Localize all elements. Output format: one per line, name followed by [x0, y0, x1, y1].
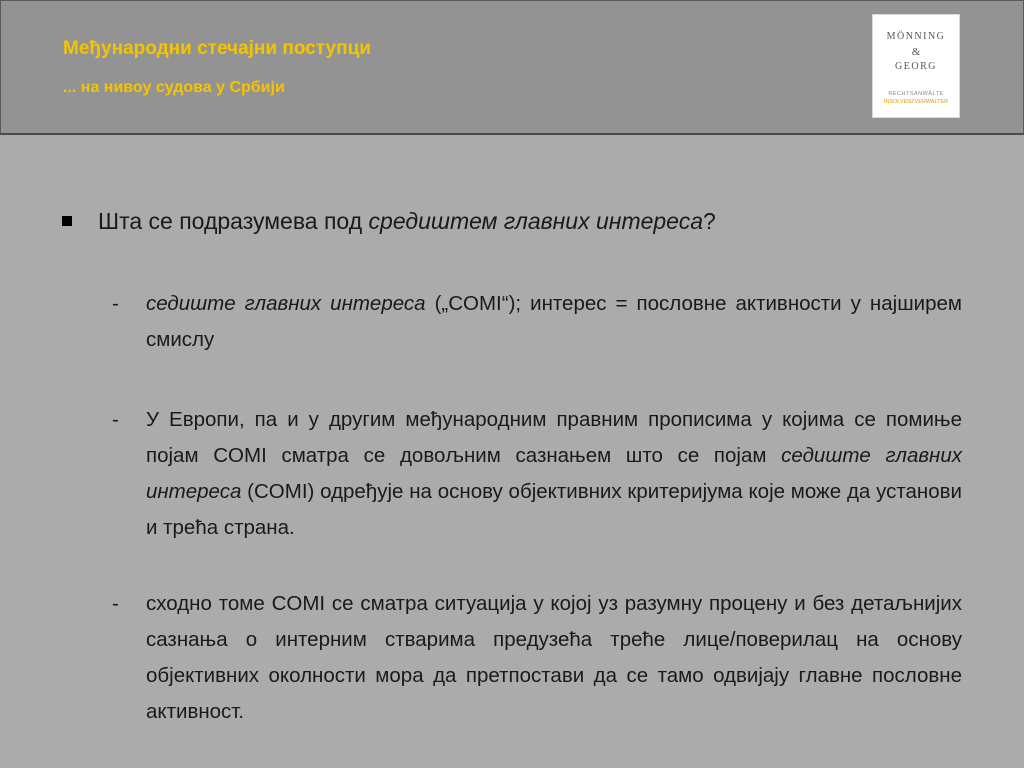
question-prefix: Шта се подразумева под	[98, 208, 369, 234]
sub-item-2-emphasis: седиште главних интереса	[146, 444, 962, 503]
logo-line-5: INSOLVENZVERWALTER	[883, 99, 949, 105]
sub-item-2	[112, 402, 962, 546]
sub-item-3	[112, 586, 962, 730]
sub-item-1-text	[146, 286, 962, 358]
main-bullet	[62, 208, 716, 235]
sub-item-1-rest: („COMI“); интерес = пословне активности у најширем смислу	[146, 292, 962, 351]
logo-line-1: MÖNNING	[886, 31, 946, 42]
question-suffix: ?	[703, 208, 716, 234]
slide-subtitle: ... на нивоу судова у Србији	[63, 79, 285, 96]
slide-title: Међународни стечајни поступци	[63, 38, 371, 59]
sub-item-2-text	[146, 402, 962, 546]
logo-line-3: GEORG	[895, 61, 937, 72]
dash-bullet: -	[112, 292, 119, 315]
question-emphasis: средиштем главних интереса	[368, 208, 704, 234]
dash-bullet: -	[112, 408, 119, 431]
square-bullet-icon	[62, 216, 72, 226]
sub-item-1-emphasis: седиште главних интереса	[146, 292, 426, 315]
sub-item-1	[112, 286, 962, 358]
logo-line-4: RECHTSANWÄLTE	[888, 91, 944, 97]
sub-item-3-text: сходно томе COMI се сматра ситуација у којој уз разумну процену и без детаљнијих сазнања о интерним стварима предузећа треће лице/поверилац на основу објективних околности мора да претпостави да се тамо одвијају главне пословне активност.	[146, 592, 962, 723]
logo-line-2: &	[911, 46, 921, 58]
dash-bullet: -	[112, 592, 119, 615]
sub-item-2-pre: У Европи, па и у другим међународним правним прописима у којима се помиње појам COMI сматра се довољним сазнањем што се појам	[146, 408, 962, 467]
sub-item-2-post: (COMI) одређује на основу објективних критеријума које може да установи и трећа страна.	[146, 480, 962, 539]
